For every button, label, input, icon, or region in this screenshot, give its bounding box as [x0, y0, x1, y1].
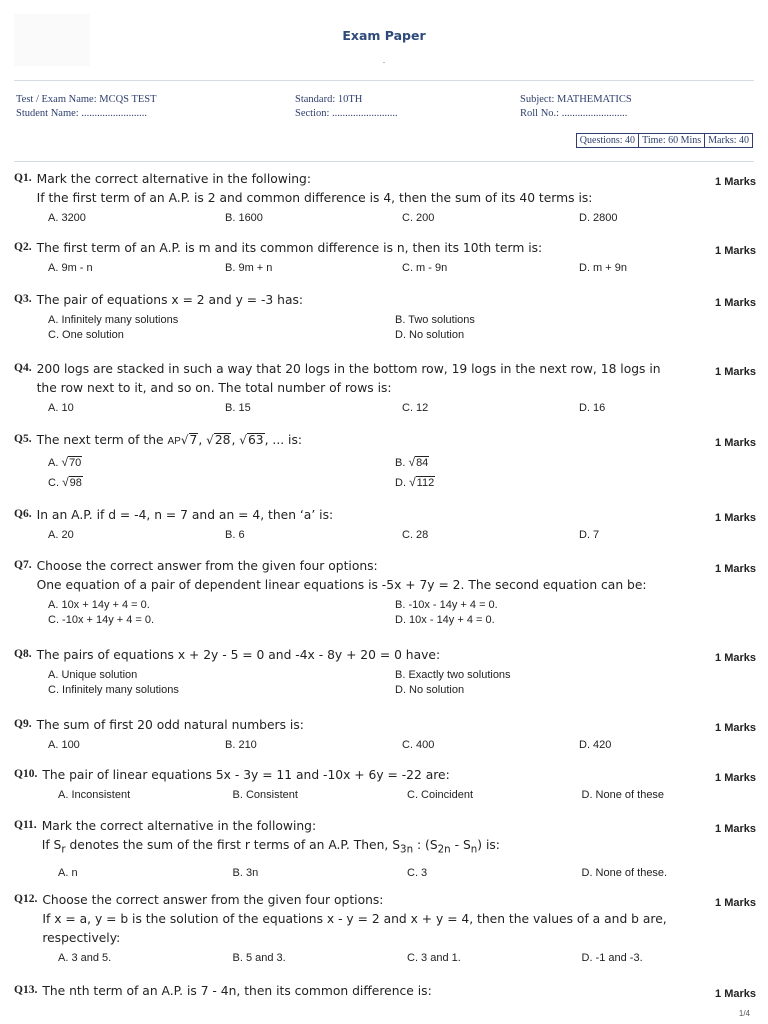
options	[48, 739, 756, 751]
question-10	[14, 766, 756, 801]
question-marks: 1 Marks	[715, 437, 756, 449]
option-b[interactable]: B. 210	[225, 739, 257, 751]
option-a[interactable]: A. 3200	[48, 212, 86, 224]
question-number: Q9.	[14, 718, 32, 730]
question-number: Q6.	[14, 508, 32, 520]
question-marks: 1 Marks	[715, 772, 756, 784]
meta-divider	[14, 161, 754, 162]
header-divider	[14, 80, 754, 81]
option-b[interactable]: B. 15	[225, 402, 251, 414]
options	[58, 789, 756, 801]
meta-col-middle	[295, 93, 398, 121]
question-text: The sum of first 20 odd natural numbers is:	[36, 718, 304, 732]
option-c[interactable]: C. m - 9n	[402, 262, 448, 274]
option-b[interactable]: B. 9m + n	[225, 262, 273, 274]
question-3	[14, 291, 756, 341]
question-4	[14, 360, 756, 414]
options	[48, 212, 756, 224]
option-a[interactable]: A. 9m - n	[48, 262, 93, 274]
options	[48, 455, 756, 489]
option-a[interactable]: A. n	[58, 867, 78, 880]
question-text: The pair of linear equations 5x - 3y = 11 and -10x + 6y = -22 are:	[42, 768, 450, 782]
options	[58, 867, 756, 879]
option-b[interactable]: B. 6	[225, 529, 245, 541]
option-d[interactable]: D. No solution	[395, 329, 465, 341]
option-d[interactable]: D. No solution	[395, 684, 465, 696]
option-c[interactable]: C. Coincident	[407, 789, 474, 801]
option-a[interactable]: A. √70	[48, 455, 82, 469]
option-d[interactable]: D. None of these.	[581, 867, 668, 880]
question-marks: 1 Marks	[715, 652, 756, 664]
option-a[interactable]: A. 10	[48, 402, 74, 414]
option-b[interactable]: B. √84	[395, 455, 429, 469]
question-number: Q7.	[14, 559, 32, 571]
question-6	[14, 506, 756, 541]
option-a[interactable]: A. 100	[48, 739, 80, 751]
question-number: Q3.	[14, 293, 32, 305]
question-marks: 1 Marks	[715, 988, 756, 1000]
option-d[interactable]: D. None of these	[581, 789, 665, 801]
option-d[interactable]: D. 16	[579, 402, 606, 414]
option-c[interactable]: C. 3 and 1.	[407, 952, 461, 964]
option-a[interactable]: A. 20	[48, 529, 74, 541]
question-text: Choose the correct answer from the given four options: One equation of a pair of dependent linear equations is -5x + 7y = 2. The second equation can be:	[36, 559, 647, 592]
option-d[interactable]: D. √112	[395, 475, 435, 489]
option-c[interactable]: C. 28	[402, 529, 429, 541]
meta-col-right	[520, 93, 632, 121]
question-7	[14, 557, 756, 626]
question-2	[14, 239, 756, 274]
meta-col-left	[16, 93, 157, 121]
questions-count: Questions: 40	[577, 134, 639, 147]
option-d[interactable]: D. -1 and -3.	[581, 952, 643, 964]
options	[48, 314, 756, 341]
question-text: The pair of equations x = 2 and y = -3 has:	[36, 293, 304, 307]
subject: Subject: MATHEMATICS	[520, 94, 632, 105]
test-name: Test / Exam Name: MCQS TEST	[16, 94, 157, 105]
question-text: The next term of the AP√7, √28, √63, ... is:	[36, 433, 303, 447]
options	[58, 952, 756, 964]
question-marks: 1 Marks	[715, 245, 756, 257]
option-b[interactable]: B. Consistent	[232, 789, 298, 801]
question-marks: 1 Marks	[715, 366, 756, 378]
page-title: Exam Paper	[342, 28, 426, 43]
student-name: Student Name: .........................	[16, 108, 147, 119]
total-marks: Marks: 40	[708, 135, 749, 146]
question-5	[14, 431, 756, 489]
option-d[interactable]: D. 7	[579, 529, 600, 541]
standard: Standard: 10TH	[295, 94, 363, 105]
question-number: Q2.	[14, 241, 32, 253]
option-b[interactable]: B. 5 and 3.	[232, 952, 286, 964]
question-number: Q8.	[14, 648, 32, 660]
question-number: Q4.	[14, 362, 32, 374]
question-1	[14, 170, 756, 224]
question-marks: 1 Marks	[715, 297, 756, 309]
options	[48, 262, 756, 274]
question-number: Q11.	[14, 819, 37, 831]
question-text: 200 logs are stacked in such a way that 20 logs in the bottom row, 19 logs in the next row, 18 logs in the row next to it, and so on. The total number of rows is:	[36, 362, 661, 395]
option-b[interactable]: B. 1600	[225, 212, 263, 224]
option-c[interactable]: C. 400	[402, 739, 435, 751]
option-d[interactable]: D. m + 9n	[579, 262, 627, 274]
option-d[interactable]: D. 10x - 14y + 4 = 0.	[395, 614, 495, 626]
question-13	[14, 982, 756, 1001]
options	[48, 402, 756, 414]
option-c[interactable]: C. Infinitely many solutions	[48, 684, 179, 696]
question-text: The pairs of equations x + 2y - 5 = 0 and -4x - 8y + 20 = 0 have:	[36, 648, 441, 662]
question-text: Mark the correct alternative in the following: If $S_r$ denotes the sum of the first r terms of an A.P. Then, $S_{3n}$ : $(S_{2n} - S_n)$ is:	[41, 819, 500, 856]
question-marks: 1 Marks	[715, 563, 756, 575]
question-marks: 1 Marks	[715, 722, 756, 734]
option-c[interactable]: C. √98	[48, 475, 82, 489]
question-text: In an A.P. if d = -4, n = 7 and an = 4, then ‘a’ is:	[36, 508, 334, 522]
question-text: Choose the correct answer from the given four options: If x = a, y = b is the solution of the equations x - y = 2 and x + y = 4, then the values of a and b are, respectively:	[42, 893, 667, 945]
exam-stats-box	[576, 133, 753, 148]
roll-no: Roll No.: .........................	[520, 108, 628, 119]
option-b[interactable]: B. -10x - 14y + 4 = 0.	[395, 599, 498, 611]
option-c[interactable]: C. 200	[402, 212, 435, 224]
question-marks: 1 Marks	[715, 176, 756, 188]
options	[48, 529, 756, 541]
option-d[interactable]: D. 420	[579, 739, 612, 751]
option-c[interactable]: C. One solution	[48, 329, 124, 341]
question-12	[14, 891, 756, 964]
page-subtitle: .	[382, 55, 386, 65]
option-a[interactable]: A. Unique solution	[48, 669, 138, 681]
question-9	[14, 716, 756, 751]
question-text: The first term of an A.P. is m and its common difference is n, then its 10th term is:	[36, 241, 543, 255]
option-c[interactable]: C. 12	[402, 402, 429, 414]
question-text: The nth term of an A.P. is 7 - 4n, then its common difference is:	[42, 984, 432, 998]
option-b[interactable]: B. Two solutions	[395, 314, 475, 326]
question-number: Q1.	[14, 172, 32, 184]
question-number: Q13.	[14, 984, 38, 996]
question-11	[14, 817, 756, 879]
section: Section: .........................	[295, 108, 398, 119]
options	[48, 669, 756, 696]
time-limit: Time: 60 Mins	[639, 134, 705, 147]
question-number: Q12.	[14, 893, 38, 905]
question-marks: 1 Marks	[715, 512, 756, 524]
option-a[interactable]: A. 10x + 14y + 4 = 0.	[48, 599, 150, 611]
question-marks: 1 Marks	[715, 897, 756, 909]
question-number: Q10.	[14, 768, 38, 780]
option-c[interactable]: C. 3	[407, 867, 428, 880]
option-b[interactable]: B. 3n	[232, 867, 259, 880]
question-number: Q5.	[14, 433, 32, 445]
option-d[interactable]: D. 2800	[579, 212, 618, 224]
option-a[interactable]: A. Infinitely many solutions	[48, 314, 179, 326]
question-marks: 1 Marks	[715, 823, 756, 835]
options	[48, 599, 756, 626]
option-b[interactable]: B. Exactly two solutions	[395, 669, 511, 681]
question-text: Mark the correct alternative in the following: If the first term of an A.P. is 2 and common difference is 4, then the sum of its 40 terms is:	[36, 172, 593, 205]
page-number: 1/4	[738, 1009, 750, 1018]
option-a[interactable]: A. Inconsistent	[58, 789, 131, 801]
option-a[interactable]: A. 3 and 5.	[58, 952, 112, 964]
question-8	[14, 646, 756, 696]
option-c[interactable]: C. -10x + 14y + 4 = 0.	[48, 614, 155, 626]
